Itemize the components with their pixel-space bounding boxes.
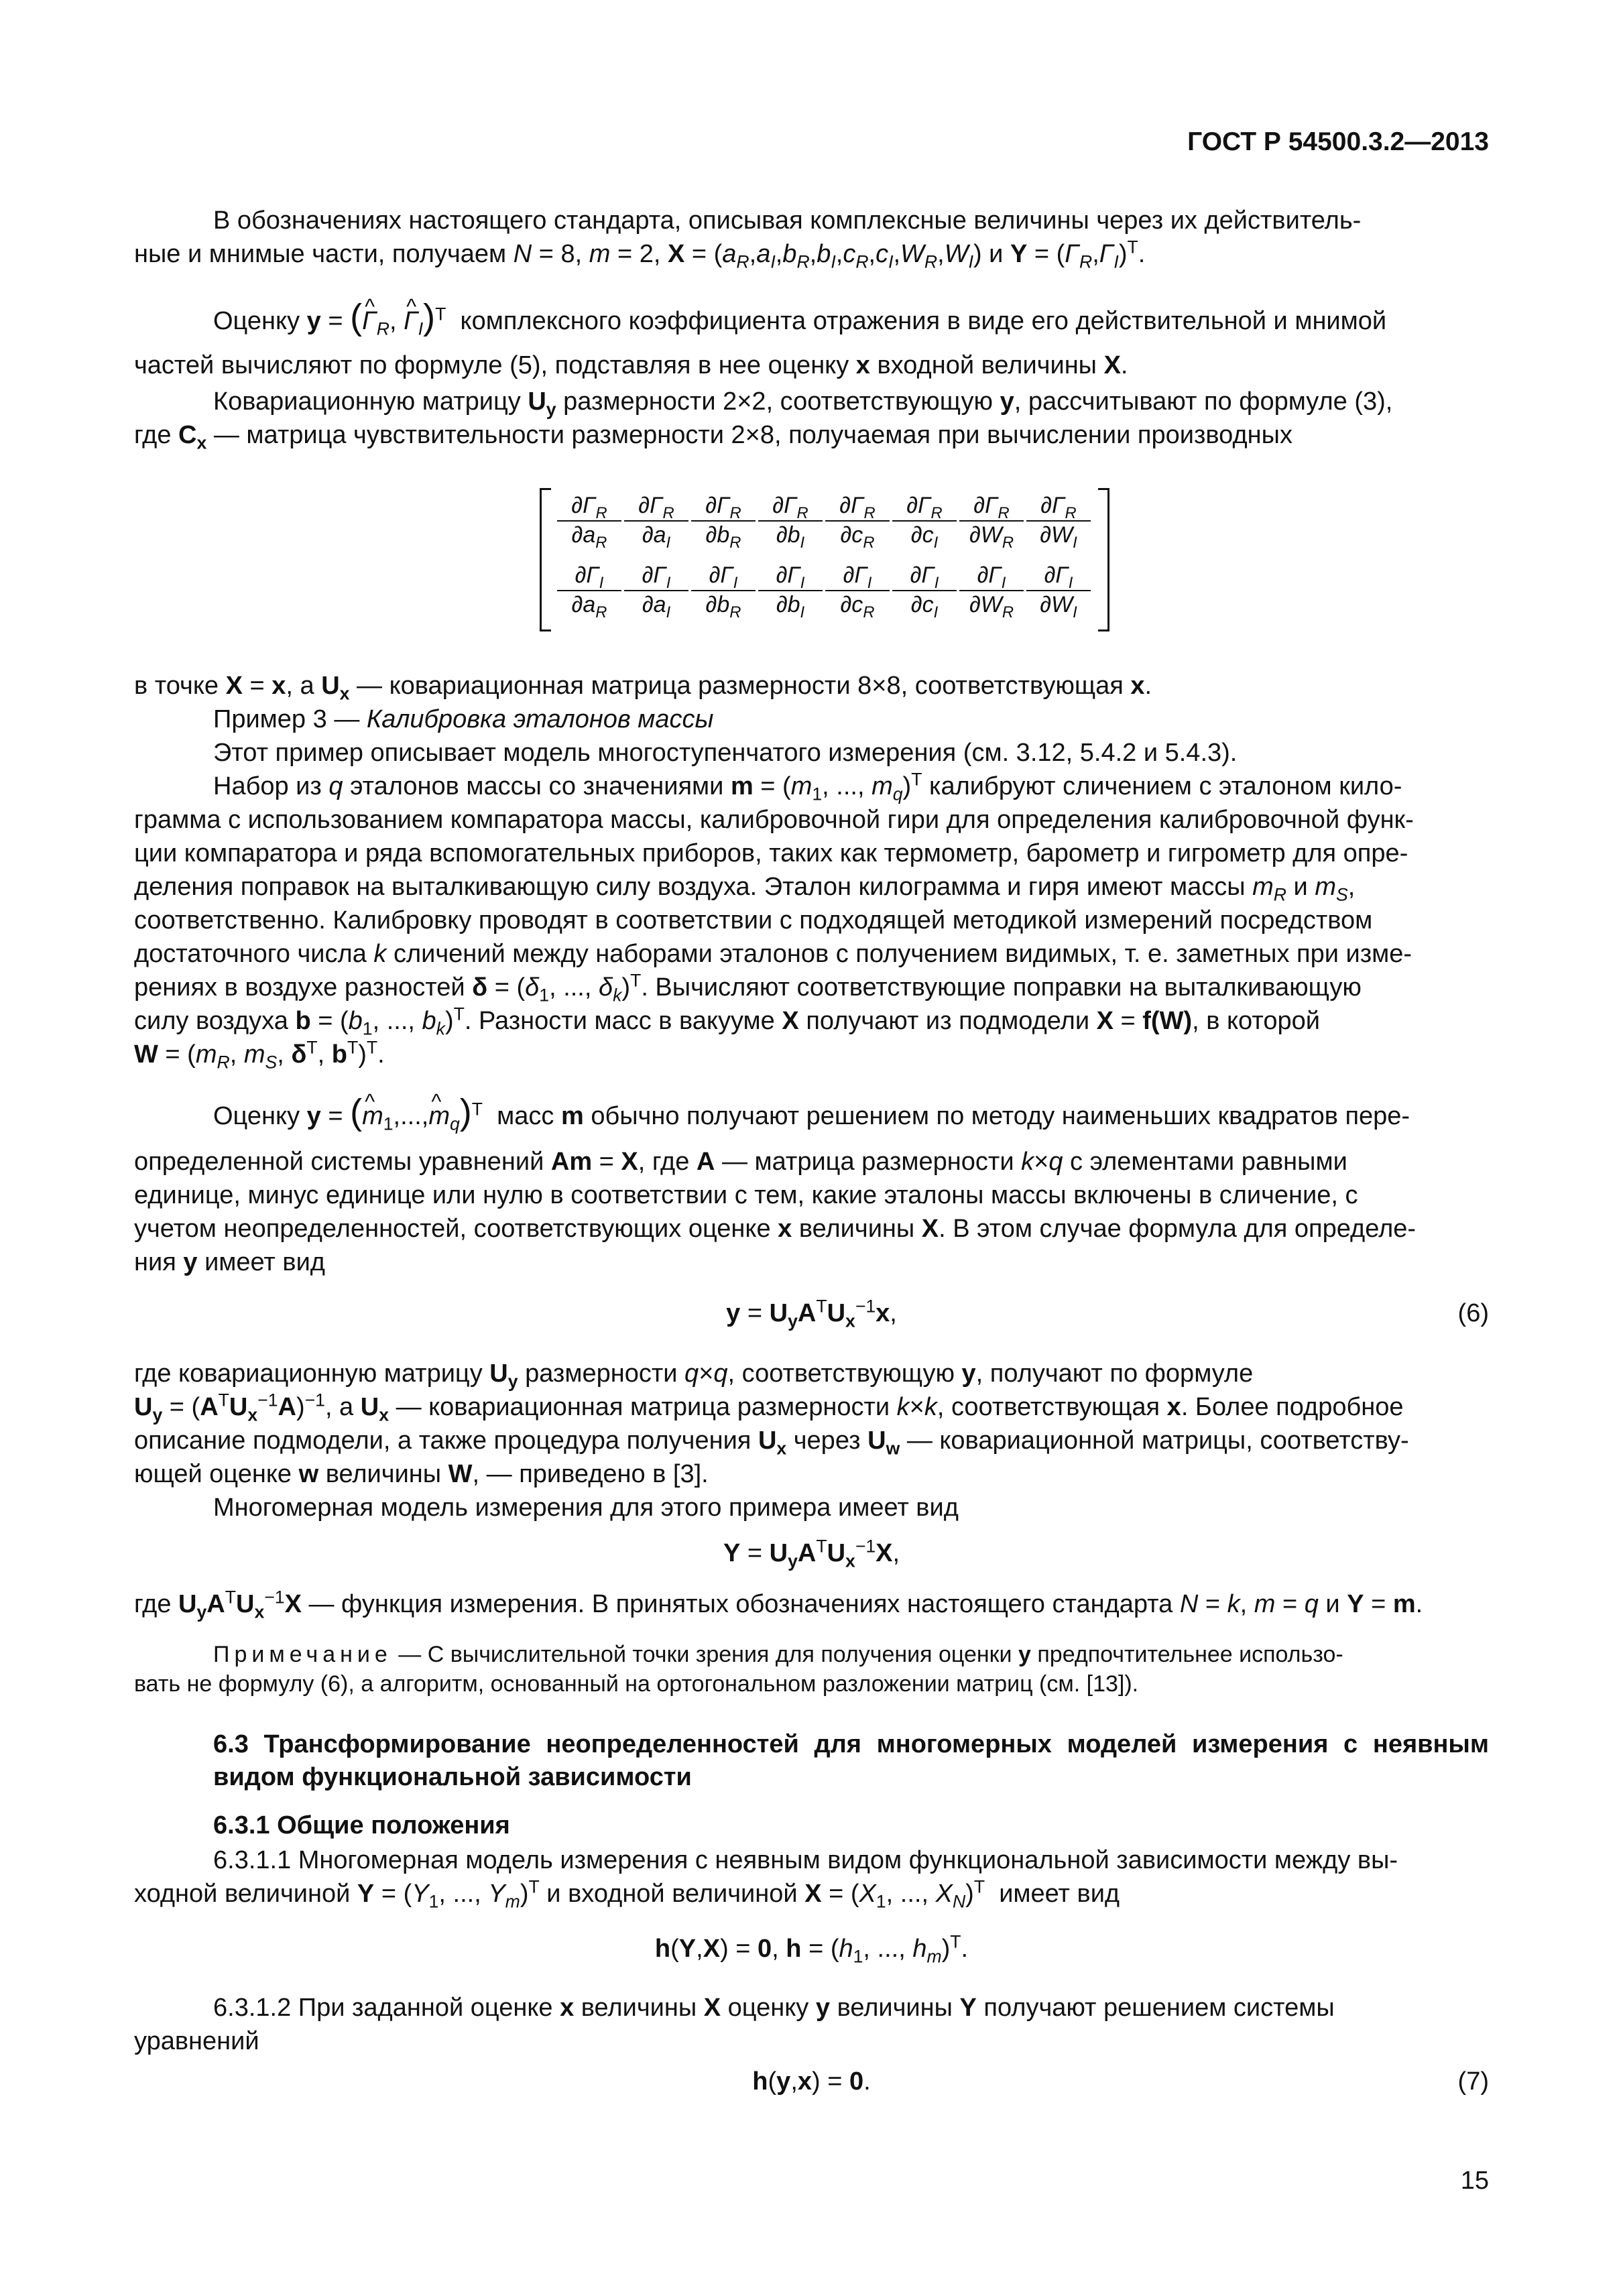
matrix-cell: $\frac{\partial\Gamma_I}{\partial c_I}$ — [892, 562, 957, 618]
matrix-cell: $\frac{\partial\Gamma_R}{\partial a_R}$ — [557, 492, 621, 548]
paragraph-line: описание подмодели, а также процедура получения $U_x$ через $U_w$ — ковариационной матрицы, соответству- — [134, 1427, 1409, 1459]
paragraph-line: ходной величиной $Y = (Y_1$, ..., $Y_m)^T$ и входной величиной $X = (X_1$, ..., $X_N)^T$ имеет вид — [134, 1876, 1120, 1912]
equation-7: h(y,x) = 0. — [752, 2067, 871, 2096]
document-header: ГОСТ Р 54500.3.2—2013 — [1187, 127, 1489, 156]
paragraph-line: 6.3.1.2 При заданной оценке x величины X оценку y величины Y получают решением системы — [213, 1994, 1335, 2022]
matrix-cell: $\frac{\partial\Gamma_R}{\partial c_I}$ — [892, 492, 957, 548]
matrix-cell: $\frac{\partial\Gamma_I}{\partial W_R}$ — [959, 562, 1024, 618]
paragraph-line: определенной системы уравнений Am = X, где A — матрица размерности k×q с элементами равными — [134, 1148, 1347, 1176]
sensitivity-matrix — [540, 488, 1109, 629]
matrix-cell: $\frac{\partial\Gamma_R}{\partial c_R}$ — [825, 492, 890, 548]
paragraph-line: рениях в воздухе разностей $\delta = (\delta_1$, ..., $\delta_k)^T$. Вычисляют соответствующие поправки на выталкивающую — [134, 970, 1362, 1006]
paragraph-line: ющей оценке w величины W, — приведено в [3]. — [134, 1460, 709, 1488]
matrix-cell: $\frac{\partial\Gamma_R}{\partial b_R}$ — [691, 492, 756, 548]
page-number: 15 — [1460, 2167, 1489, 2195]
matrix-left-bracket — [540, 488, 551, 631]
paragraph-line: $U_y = (A^TU_x^{-1}A)^{-1}$, а $U_x$ — ковариационная матрица размерности k×k, соответствующая x. Более подробное — [134, 1390, 1404, 1425]
matrix-cell: $\frac{\partial\Gamma_R}{\partial a_I}$ — [624, 492, 688, 548]
paragraph-line: Набор из q эталонов массы со значениями $m = (m_1$, ..., $m_q)^T$ калибруют сличением с эталоном кило- — [213, 769, 1402, 804]
paragraph-line: ния y имеет вид — [134, 1248, 325, 1276]
paragraph-line: учетом неопределенностей, соответствующих оценке x величины X. В этом случае формула для определе- — [134, 1215, 1417, 1243]
matrix-cell: $\frac{\partial\Gamma_I}{\partial a_I}$ — [624, 562, 688, 618]
matrix-cell: $\frac{\partial\Gamma_I}{\partial b_I}$ — [758, 562, 823, 618]
paragraph-line: $W = (m_R$, $m_S$, $\delta^T$, $b^T)^T$. — [134, 1037, 385, 1073]
note-line: вать не формулу (6), а алгоритм, основанный на ортогональном разложении матриц (см. [13]). — [134, 1671, 1139, 1697]
matrix-cell: $\frac{\partial\Gamma_I}{\partial W_I}$ — [1026, 562, 1091, 618]
section-heading-6-3-1: 6.3.1 Общие положения — [213, 1811, 510, 1839]
matrix-cell: $\frac{\partial\Gamma_R}{\partial b_I}$ — [758, 492, 823, 548]
paragraph-line: Оценку y = (^ $m_1,...,\^{}$ $m_q)^T$ масс m обычно получают решением по методу наименьших квадратов пере- — [134, 1097, 1410, 1132]
paragraph-line: где $U_yA^TU_x^{-1}X$ — функция измерения. В принятых обозначениях настоящего стандарта N = k, m = q и Y = m. — [134, 1587, 1423, 1622]
example-heading: Пример 3 — Калибровка эталонов массы — [213, 705, 714, 733]
matrix-cell: $\frac{\partial\Gamma_I}{\partial b_R}$ — [691, 562, 756, 618]
matrix-cell: $\frac{\partial\Gamma_I}{\partial c_R}$ — [825, 562, 890, 618]
matrix-cell: $\frac{\partial\Gamma_R}{\partial W_R}$ — [959, 492, 1024, 548]
matrix-right-bracket — [1098, 488, 1109, 631]
paragraph-line: Этот пример описывает модель многоступенчатого измерения (см. 3.12, 5.4.2 и 5.4.3). — [213, 739, 1238, 767]
equation-number: (7) — [1457, 2067, 1489, 2096]
equation-model: $Y = U_yA^TU_x^{-1}X$, — [723, 1536, 900, 1571]
paragraph-line: в точке X = x, а $U_x$ — ковариационная матрица размерности 8×8, соответствующая x. — [134, 672, 1152, 704]
paragraph-line: где ковариационную матрицу $U_y$ размерности q×q, соответствующую y, получают по формуле — [134, 1360, 1254, 1392]
paragraph-line: ции компаратора и ряда вспомогательных приборов, таких как термометр, барометр и гигрометр для опре- — [134, 839, 1408, 867]
matrix-cell: $\frac{\partial\Gamma_R}{\partial W_I}$ — [1026, 492, 1091, 548]
equation-number: (6) — [1457, 1299, 1489, 1327]
matrix-cell: $\frac{\partial\Gamma_I}{\partial a_R}$ — [557, 562, 621, 618]
paragraph-line: соответственно. Калибровку проводят в соответствии с подходящей методикой измерений посредством — [134, 906, 1373, 934]
paragraph-line: достаточного числа k сличений между наборами эталонов с получением видимых, т. е. заметных при изме- — [134, 940, 1412, 968]
paragraph-line: деления поправок на выталкивающую силу воздуха. Эталон килограмма и гиря имеют массы $m_R$ и $m_S$, — [134, 873, 1356, 905]
paragraph-line: Ковариационную матрицу $U_y$ размерности 2×2, соответствующую y, рассчитывают по формуле (3), — [213, 387, 1393, 420]
section-heading-6-3: 6.3 Трансформирование неопределенностей для многомерных моделей измерения с неявным видом функциональной зависимости — [213, 1730, 1489, 1791]
paragraph-line: где $C_x$ — матрица чувствительности размерности 2×8, получаемая при вычислении производных — [134, 421, 1293, 453]
paragraph-line: уравнений — [134, 2027, 259, 2055]
paragraph-line: ные и мнимые части, получаем N = 8, m = 2, $X = (a_R,a_I,b_R,b_I,c_R,c_I,W_R,W_I)$ и $Y = (\Gamma_R,\Gamma_I)^T$. — [134, 237, 1146, 272]
paragraph-line: силу воздуха $b = (b_1$, ..., $b_k)^T$. Разности масс в вакууме X получают из подмодели X = f(W), в которой — [134, 1004, 1320, 1039]
paragraph-line: В обозначениях настоящего стандарта, описывая комплексные величины через их действитель- — [213, 206, 1362, 235]
paragraph-line: 6.3.1.1 Многомерная модель измерения с неявным видом функциональной зависимости между вы- — [213, 1846, 1398, 1874]
paragraph-line: Оценку y = (^ $\Gamma_R$, ^ $\Gamma_I)^T$ комплексного коэффициента отражения в виде его действительной и мнимой — [134, 302, 1386, 337]
equation-6: $y = U_yA^TU_x^{-1}x$, — [726, 1296, 897, 1331]
equation-implicit: h(Y,X) = 0, $h = (h_1$, ..., $h_m)^T$. — [654, 1931, 969, 1967]
paragraph-line: единице, минус единице или нулю в соответствии с тем, какие эталоны массы включены в сличение, с — [134, 1181, 1358, 1209]
paragraph-line: Многомерная модель измерения для этого примера имеет вид — [213, 1494, 959, 1522]
paragraph-line: частей вычисляют по формуле (5), подставляя в нее оценку x входной величины X. — [134, 351, 1128, 379]
note: Примечание — С вычислительной точки зрения для получения оценки y предпочтительнее использо- — [213, 1642, 1343, 1667]
paragraph-line: грамма с использованием компаратора массы, калибровочной гири для определения калибровочной функ- — [134, 806, 1414, 834]
